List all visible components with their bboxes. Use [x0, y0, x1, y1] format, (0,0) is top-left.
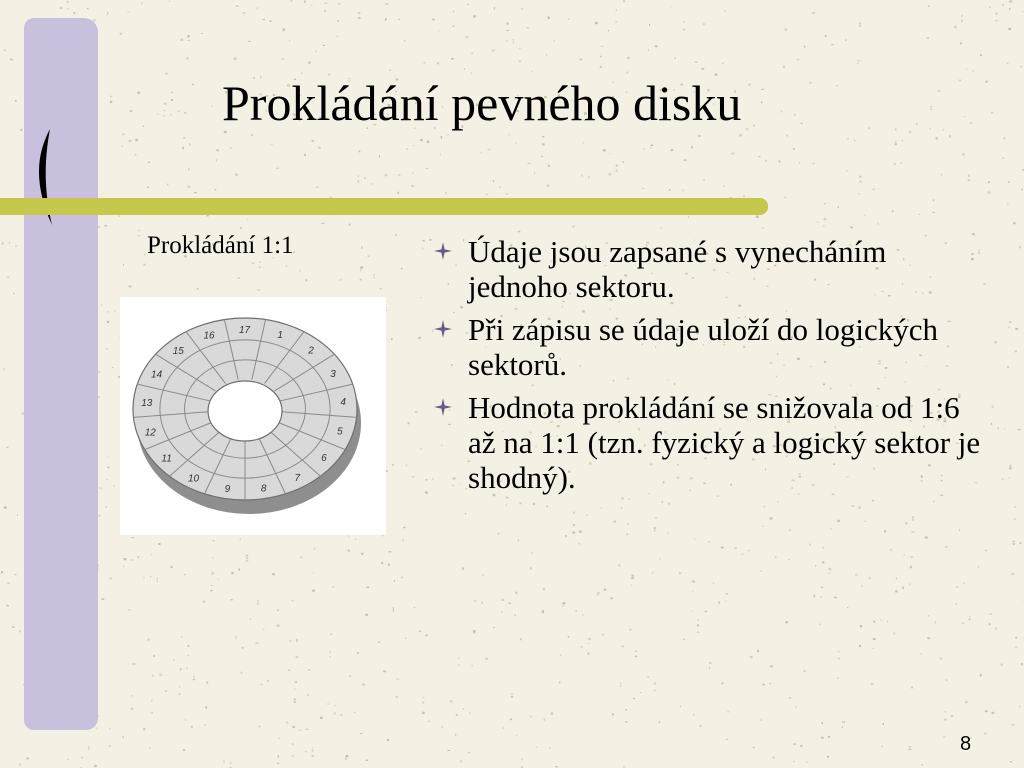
- bullet-item: [432, 390, 992, 495]
- bullet-text: Údaje jsou zapsané s vynecháním jednoho sektoru.: [468, 234, 887, 304]
- page-number: 8: [960, 733, 972, 755]
- sector-label-14: 14: [151, 369, 163, 381]
- bullet-item: [432, 234, 992, 304]
- sector-label-2: 2: [308, 345, 314, 357]
- sector-label-15: 15: [172, 346, 184, 358]
- sector-label-17: 17: [238, 324, 251, 336]
- star-bullet-icon: [434, 398, 452, 416]
- bullet-text: Hodnota prokládání se snižovala od 1:6 až na 1:1 (tzn. fyzický a logický sektor je shodný).: [468, 390, 981, 495]
- sector-label-7: 7: [294, 472, 301, 484]
- sector-label-13: 13: [141, 398, 153, 409]
- bullet-text: Při zápisu se údaje uloží do logických sektorů.: [468, 312, 939, 382]
- figure-caption: Prokládání 1:1: [147, 232, 294, 259]
- sector-label-16: 16: [203, 330, 215, 342]
- disk-diagram: [120, 297, 386, 535]
- star-bullet-icon: [434, 242, 452, 260]
- sector-label-4: 4: [340, 397, 346, 409]
- sector-label-11: 11: [161, 453, 172, 465]
- sector-label-6: 6: [321, 453, 327, 464]
- sector-label-10: 10: [187, 473, 200, 485]
- sector-label-1: 1: [277, 330, 283, 342]
- bullet-item: [432, 312, 992, 382]
- star-bullet-icon: [434, 320, 452, 338]
- bullet-list: [432, 234, 992, 503]
- sector-label-3: 3: [330, 369, 336, 380]
- sector-label-9: 9: [224, 483, 231, 495]
- slide-title: Prokládání pevného disku: [222, 75, 742, 131]
- sector-label-8: 8: [260, 483, 267, 495]
- disk-hole: [208, 381, 282, 441]
- horizontal-rule: [0, 198, 768, 215]
- sector-label-12: 12: [144, 427, 156, 439]
- disk-figure: [120, 297, 386, 535]
- sector-label-5: 5: [337, 426, 343, 438]
